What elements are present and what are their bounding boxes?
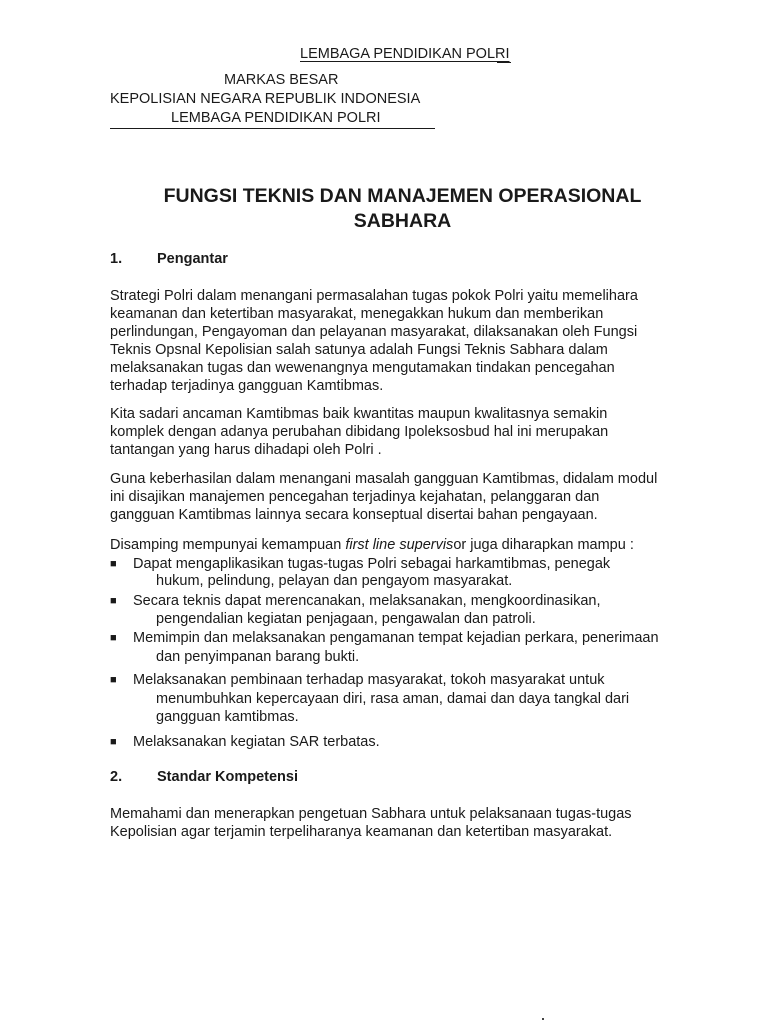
bullet-text-line: Memimpin dan melaksanakan pengamanan tempat kejadian perkara, penerimaan — [133, 630, 659, 646]
bullet-text-line: Melaksanakan pembinaan terhadap masyarakat, tokoh masyarakat untuk — [133, 672, 605, 688]
section-2-heading: Standar Kompetensi — [157, 769, 298, 785]
bullet-text-line: Melaksanakan kegiatan SAR terbatas. — [133, 734, 380, 750]
bullet-text-line: Secara teknis dapat merencanakan, melaksanakan, mengkoordinasikan, — [133, 593, 601, 609]
paragraph-line: melaksanakan tugas dan wewenangnya mengutamakan tindakan pencegahan — [110, 360, 615, 376]
paragraph-italic-text: first line supervis — [345, 537, 454, 553]
paragraph-line: gangguan Kamtibmas lainnya secara konseptual disertai bahan pengayaan. — [110, 507, 598, 523]
bullet-text-line: hukum, pelindung, pelayan dan pengayom masyarakat. — [156, 573, 513, 589]
paragraph-text: or juga diharapkan mampu : — [453, 537, 634, 553]
header-line-2: KEPOLISIAN NEGARA REPUBLIK INDONESIA — [110, 91, 421, 107]
paragraph-line: terhadap terjadinya gangguan Kamtibmas. — [110, 378, 384, 394]
section-1-number: 1. — [110, 251, 123, 267]
scan-speck — [542, 1018, 544, 1020]
paragraph-line: tantangan yang harus dihadapi oleh Polri . — [110, 442, 382, 458]
paragraph-line: keamanan dan ketertiban masyarakat, menegakkan hukum dan memberikan — [110, 306, 604, 322]
square-bullet-icon: ■ — [110, 595, 117, 607]
square-bullet-icon: ■ — [110, 558, 117, 570]
header-line-3: LEMBAGA PENDIDIKAN POLRI — [171, 110, 381, 126]
top-label-underline-extension — [497, 62, 511, 63]
bullet-text-line: pengendalian kegiatan penjagaan, pengawalan dan patroli. — [156, 611, 536, 627]
document-title-line-1: FUNGSI TEKNIS DAN MANAJEMEN OPERASIONAL — [163, 185, 642, 207]
bullet-text-line: menumbuhkan kepercayaan diri, rasa aman, damai dan daya tangkal dari — [156, 691, 630, 707]
paragraph-line: Kita sadari ancaman Kamtibmas baik kwantitas maupun kwalitasnya semakin — [110, 406, 608, 422]
header-line-1: MARKAS BESAR — [224, 72, 339, 88]
document-top-label: LEMBAGA PENDIDIKAN POLRI — [300, 46, 510, 62]
section-1-paragraph-3 — [110, 470, 657, 524]
square-bullet-icon: ■ — [110, 632, 117, 644]
paragraph-line: Guna keberhasilan dalam menangani masalah gangguan Kamtibmas, didalam modul — [110, 471, 658, 487]
section-1-paragraph-4 — [110, 536, 634, 554]
paragraph-line: Teknis Opsnal Kepolisian salah satunya adalah Fungsi Teknis Sabhara dalam — [110, 342, 608, 358]
paragraph-text: Disamping mempunyai kemampuan — [110, 537, 346, 553]
section-1-paragraph-2 — [110, 405, 608, 459]
section-1-heading: Pengantar — [157, 251, 228, 267]
paragraph-line: ini disajikan manajemen pencegahan terjadinya kejahatan, pelanggaran dan — [110, 489, 600, 505]
paragraph-line: Strategi Polri dalam menangani permasalahan tugas pokok Polri yaitu memelihara — [110, 288, 638, 304]
paragraph-line: Memahami dan menerapkan pengetuan Sabhara untuk pelaksanaan tugas-tugas — [110, 806, 632, 822]
section-1-paragraph-1 — [110, 287, 638, 395]
bullet-text-line: dan penyimpanan barang bukti. — [156, 649, 360, 665]
document-title-line-2: SABHARA — [353, 210, 452, 232]
section-2-paragraph-1 — [110, 805, 632, 841]
paragraph-line: perlindungan, Pengayoman dan pelayanan masyarakat, dilaksanakan oleh Fungsi — [110, 324, 638, 340]
paragraph-line: komplek dengan adanya perubahan dibidang Ipoleksosbud hal ini merupakan — [110, 424, 609, 440]
paragraph-line: Kepolisian agar terjamin terpeliharanya keamanan dan ketertiban masyarakat. — [110, 824, 613, 840]
header-divider — [110, 128, 435, 129]
section-2-number: 2. — [110, 769, 123, 785]
bullet-text-line: gangguan kamtibmas. — [156, 709, 299, 725]
bullet-text-line: Dapat mengaplikasikan tugas-tugas Polri sebagai harkamtibmas, penegak — [133, 556, 611, 572]
square-bullet-icon: ■ — [110, 736, 117, 748]
square-bullet-icon: ■ — [110, 674, 117, 686]
